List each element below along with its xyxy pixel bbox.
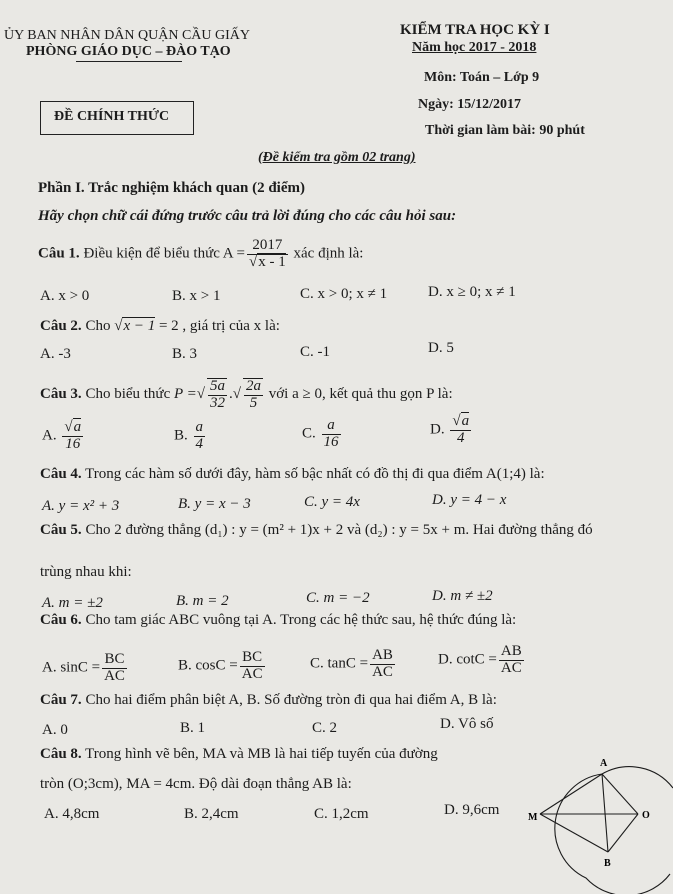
q3-option-b-fraction [194,420,206,453]
question-3-p-lhs: P = [173,386,197,403]
q6-option-b-fraction [240,650,265,683]
q3-option-d-letter: D. [430,421,445,438]
question-3-root-2 [243,378,263,412]
q3-option-a-den: 16 [65,435,81,452]
question-1 [38,238,363,271]
question-8 [40,746,438,763]
q3-option-d-radicand: a [461,413,470,429]
q6-option-b-num: BC [240,650,265,667]
q4-option-d: D. y = 4 − x [432,492,507,508]
q6-option-d-fraction [499,644,524,677]
q8-option-c: C. 1,2cm [314,806,369,822]
q3-option-b-letter: B. [174,427,188,444]
q3-option-c-fraction [322,418,341,451]
q3-option-a-radicand: a [73,419,82,435]
q5-option-d: D. m ≠ ±2 [432,588,493,604]
q3-option-a-fraction [62,420,83,453]
part1-title: Phần I. Trắc nghiệm khách quan (2 điểm) [38,180,305,196]
q1-option-d: D. x ≥ 0; x ≠ 1 [428,284,516,300]
question-2-text-pre: Cho [85,318,111,334]
official-label: ĐỀ CHÍNH THỨC [54,109,170,124]
page-count-note: (Đề kiểm tra gồm 02 trang) [258,150,416,165]
q7-option-c: C. 2 [312,720,338,736]
q6-option-d-den: AC [500,659,522,676]
point-b-label: B [604,858,611,869]
q6-option-a-letter: A. [42,659,57,676]
q2-option-b: B. 3 [172,346,198,362]
q6-option-b-den: AC [241,665,263,682]
q6-option-d-lhs: cotC = [456,651,497,668]
question-5-line2: trùng nhau khi: [40,564,132,580]
question-3-r2-den: 5 [249,394,258,411]
question-2-label: Câu 2. [40,318,82,334]
q6-option-a-fraction [102,652,127,685]
q2-option-d: D. 5 [428,340,454,356]
q6-option-c-fraction [370,648,395,681]
question-1-radicand: x - 1 [258,253,286,270]
q3-option-d-num: √a [452,413,470,429]
question-2-radicand: x − 1 [123,318,156,334]
question-4-label: Câu 4. [40,466,82,482]
chord-ab [602,774,608,852]
q6-option-a-lhs: sinC = [60,659,101,676]
q6-option-a-num: BC [102,652,127,669]
q6-option-c-lhs: tanC = [327,655,369,672]
exam-date: Ngày: 15/12/2017 [418,97,522,112]
q3-option-a [42,420,85,453]
tangent-mb [540,814,608,852]
q6-option-d-letter: D. [438,651,453,668]
q6-option-a [42,652,129,685]
q2-option-a: A. -3 [40,346,71,362]
q3-option-d-den: 4 [456,429,465,446]
q6-option-b-lhs: cosC = [195,657,238,674]
question-3-text-post: với a ≥ 0, kết quả thu gọn P là: [268,386,453,403]
question-7 [40,692,497,709]
question-1-text: Điều kiện để biểu thức [83,245,220,262]
committee-name: ỦY BAN NHÂN DÂN QUẬN CẦU GIẤY [4,28,251,43]
q3-option-b-den: 4 [195,435,204,452]
question-3-root-1 [207,378,227,412]
question-1-frac-num: 2017 [247,238,288,255]
question-8-line2: tròn (O;3cm), MA = 4cm. Độ dài đoạn thẳng AB là: [40,776,352,792]
q1-option-a: A. x > 0 [40,288,90,304]
q3-option-c-letter: C. [302,425,316,442]
q4-option-a: A. y = x² + 3 [42,498,120,514]
question-3-dot: . [228,386,233,403]
q1-option-b: B. x > 1 [172,288,221,304]
question-1-tail: xác định là: [293,245,364,262]
question-3-text-pre: Cho biểu thức [85,386,171,403]
q3-option-a-num: √a [64,419,82,435]
circle-arc [555,767,673,894]
q5-option-c: C. m = −2 [306,590,370,606]
q8-option-b: B. 2,4cm [184,806,239,822]
part1-instruction: Hãy chọn chữ cái đứng trước câu trả lời đúng cho các câu hỏi sau: [38,208,457,224]
q4-option-b: B. y = x − 3 [178,496,251,512]
q3-option-b-num: a [195,419,204,435]
q8-option-a: A. 4,8cm [44,806,100,822]
question-3-r1-den: 32 [209,394,225,411]
question-6 [40,612,516,629]
question-7-label: Câu 7. [40,692,82,708]
q7-option-a: A. 0 [42,722,68,738]
question-3: Câu 3. Cho biểu thức P =√ $\frac{5a}{32}$ .√ $\frac{2a}{5}$ với a ≥ 0, kết quả thu gọn P là: [40,378,453,411]
tangent-figure [520,752,673,894]
department-name: PHÒNG GIÁO DỤC – ĐÀO TẠO [26,44,231,59]
question-5-text: Cho 2 đường thẳng (d₁) : y = (m² + 1)x + 2 và (d₂) : y = 5x + m. Hai đường thẳng đó [85,522,593,538]
question-3-r1-num: 5a [209,378,225,394]
radius-ob [608,814,638,852]
exam-title: KIỂM TRA HỌC KỲ I [400,22,550,38]
q3-option-b [174,420,207,453]
question-3-r2-num: 2a [245,378,261,394]
q2-option-c: C. -1 [300,344,330,360]
q7-option-d: D. Vô số [440,716,494,732]
question-2: Câu 2. Cho √x − 1 = 2 , giá trị của x là: [40,318,280,334]
point-m-label: M [528,812,538,823]
question-8-label: Câu 8. [40,746,82,762]
department-underline [76,61,182,62]
question-4-text: Trong các hàm số dưới đây, hàm số bậc nhất có đồ thị đi qua điểm A(1;4) là: [85,466,545,482]
question-1-expr-lhs: A = [222,245,246,262]
radius-oa [602,774,638,814]
q6-option-b-letter: B. [178,657,192,674]
question-4 [40,466,545,483]
question-6-label: Câu 6. [40,612,82,628]
q3-option-d-fraction [450,414,471,447]
q6-option-a-den: AC [104,667,125,684]
q4-option-c: C. y = 4x [304,494,360,510]
question-7-text: Cho hai điểm phân biệt A, B. Số đường tròn đi qua hai điểm A, B là: [85,692,497,708]
q6-option-b [178,650,267,683]
q1-option-c: C. x > 0; x ≠ 1 [300,286,388,302]
point-a-label: A [600,758,608,769]
tangent-ma [540,774,602,814]
question-2-text-post: = 2 , giá trị của x là: [158,318,280,334]
subject: Môn: Toán – Lớp 9 [424,70,540,85]
q6-option-c-letter: C. [310,655,324,672]
point-o-label: O [642,810,650,821]
question-5-label: Câu 5. [40,522,82,538]
q6-option-d-num: AB [500,643,522,659]
q8-option-d: D. 9,6cm [444,802,500,818]
q3-option-c [302,418,343,451]
q6-option-c-den: AC [372,663,393,680]
school-year: Năm học 2017 - 2018 [412,40,537,55]
question-6-text: Cho tam giác ABC vuông tại A. Trong các hệ thức sau, hệ thức đúng là: [85,612,517,628]
exam-duration: Thời gian làm bài: 90 phút [425,123,585,138]
q3-option-c-num: a [322,418,341,435]
question-1-label: Câu 1. [38,245,80,262]
q3-option-a-letter: A. [42,427,57,444]
question-8-text: Trong hình vẽ bên, MA và MB là hai tiếp tuyến của đường [85,746,438,762]
q7-option-b: B. 1 [180,720,206,736]
q3-option-d [430,414,473,447]
q6-option-c-num: AB [372,647,393,663]
question-3-label: Câu 3. [40,386,82,403]
q5-option-a: A. m = ±2 [42,595,103,611]
q6-option-c [310,648,397,681]
question-1-fraction [247,238,288,271]
q3-option-c-den: 16 [323,433,339,450]
q6-option-d [438,644,526,677]
q5-option-b: B. m = 2 [176,593,229,609]
question-1-frac-den: √x - 1 [249,253,286,270]
question-5 [40,522,593,539]
